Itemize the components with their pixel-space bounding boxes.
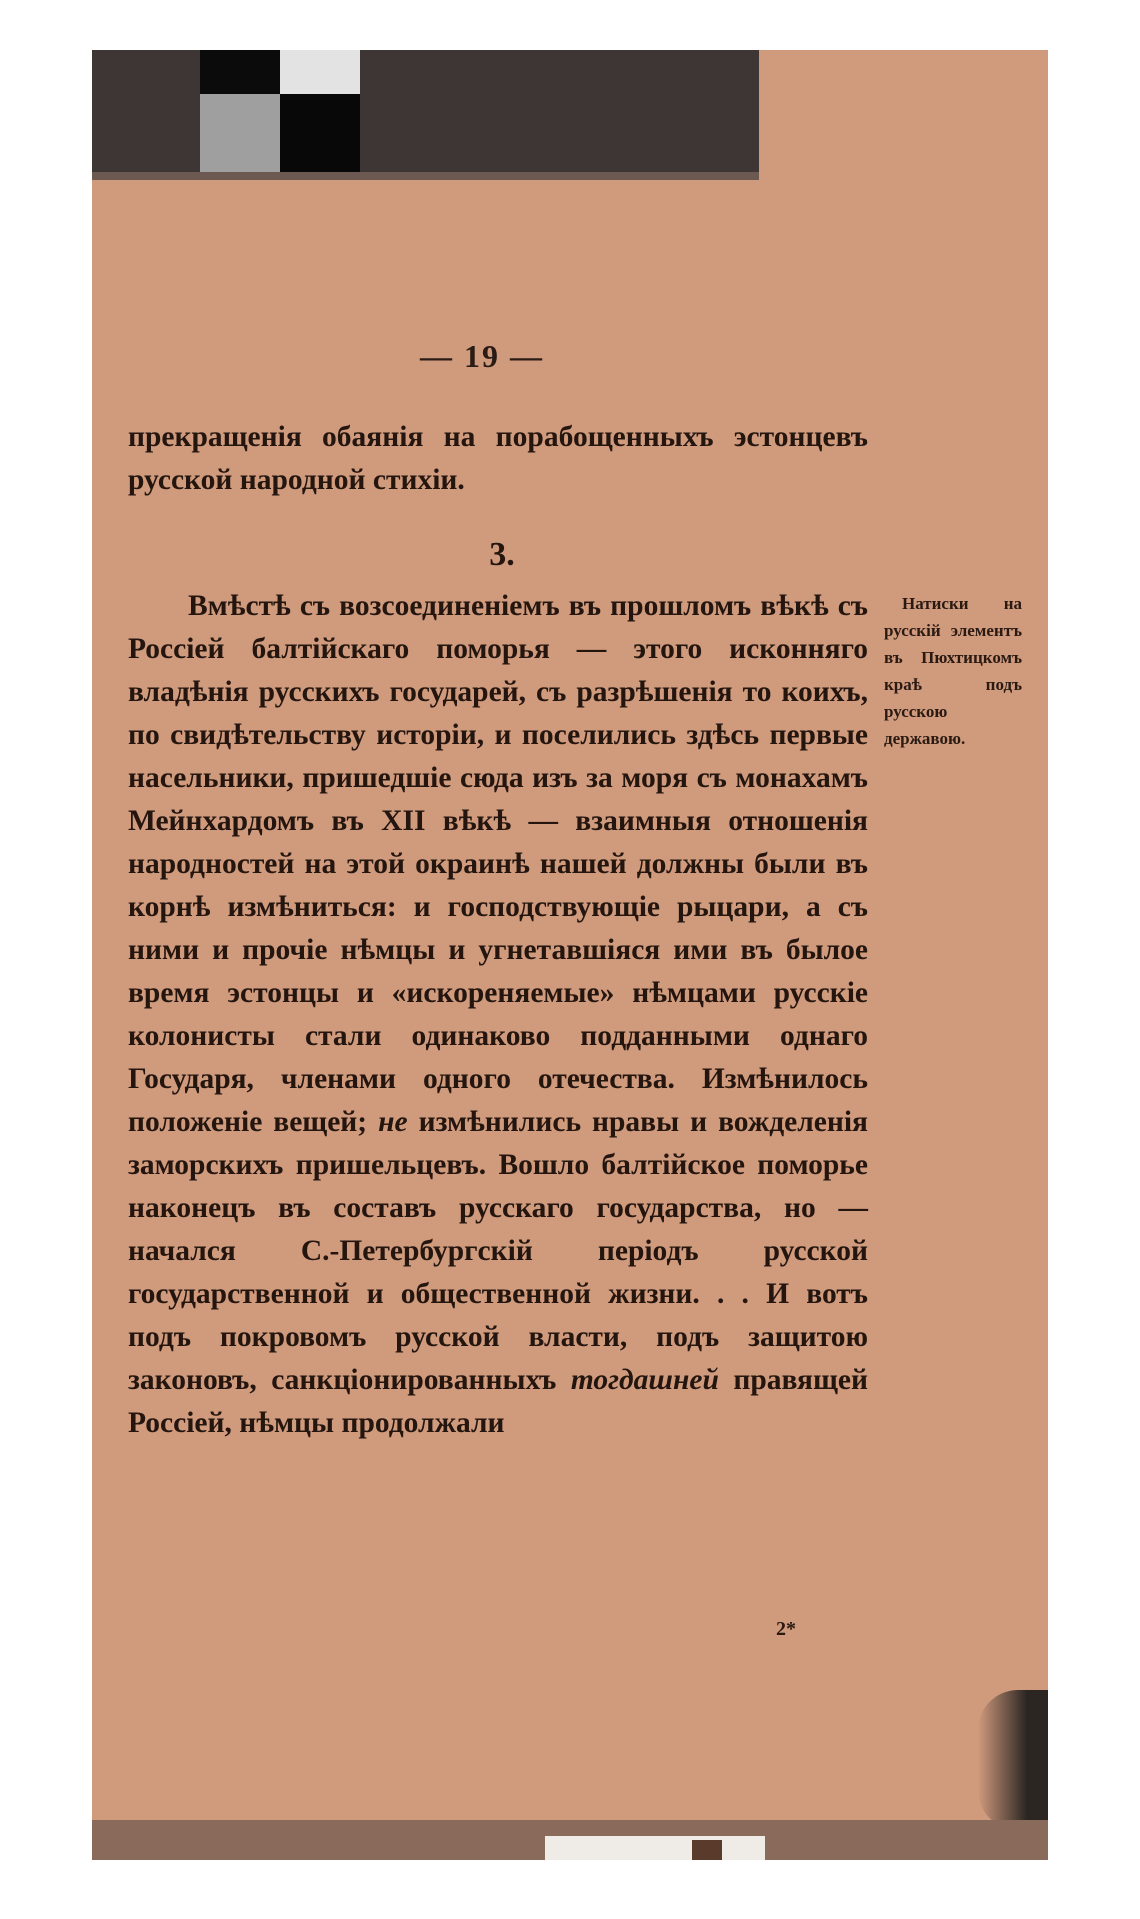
calibration-strip xyxy=(92,172,759,180)
main-paragraph-text xyxy=(128,585,868,1445)
main-text-part-3: правящей Россіей, нѣмцы продолжали xyxy=(128,1364,868,1439)
scanned-page xyxy=(92,50,1048,1860)
bottom-scan-card xyxy=(545,1836,765,1860)
main-text-part-1: Вмѣстѣ съ возсоединеніемъ въ прошломъ вѣкѣ съ Россіей балтійскаго поморья — этого исконняго владѣнія русскихъ государей, съ разрѣшенія то коихъ, по свидѣтельству исторіи, и поселились здѣсь первые насельники, пришедшіе сюда изъ за моря съ монахамъ Мейнхардомъ въ XII вѣкѣ — взаимныя отношенія народностей на этой окраинѣ нашей должны были въ корнѣ измѣниться: и господствующіе рыцари, а съ ними и прочіе нѣмцы и угнетавшіяся ими въ былое время эстонцы и «искореняемые» нѣмцами русскіе колонисты стали одинаково подданными однаго Государя, членами одного отечества. Измѣнилось положеніе вещей; xyxy=(128,590,868,1138)
page-number: — 19 — xyxy=(420,338,544,374)
bottom-scan-mark xyxy=(692,1840,722,1860)
calibration-square-black xyxy=(200,50,280,94)
main-paragraph xyxy=(128,585,868,1445)
signature-mark: 2* xyxy=(776,1618,796,1640)
emphasis-ne: не xyxy=(378,1106,408,1138)
marginal-note: Натиски на русскій элементъ въ Пюхтицкомъ краѣ подъ русскою державою. xyxy=(884,594,1022,748)
main-text-part-2: измѣнились нравы и вожделенія заморскихъ пришельцевъ. Вошло балтійское поморье наконецъ въ составъ русскаго государства, но — начался С.-Петербургскій періодъ русской государственной и общественной жизни. . . И вотъ подъ покровомъ русской власти, подъ защитою законовъ, санкціонированныхъ xyxy=(128,1106,869,1396)
calibration-square-gray xyxy=(200,94,280,172)
section-number: 3. xyxy=(489,536,515,573)
page-edge-shadow xyxy=(978,1690,1048,1830)
top-paragraph-text: прекращенія обаянія на порабощенныхъ эстонцевъ русской народной стихіи. xyxy=(128,421,868,496)
color-calibration-bar xyxy=(92,50,759,172)
calibration-square-black-2 xyxy=(280,94,360,172)
calibration-square-white xyxy=(280,50,360,94)
top-paragraph xyxy=(128,416,868,502)
emphasis-togdashney: тогдашней xyxy=(570,1364,719,1396)
